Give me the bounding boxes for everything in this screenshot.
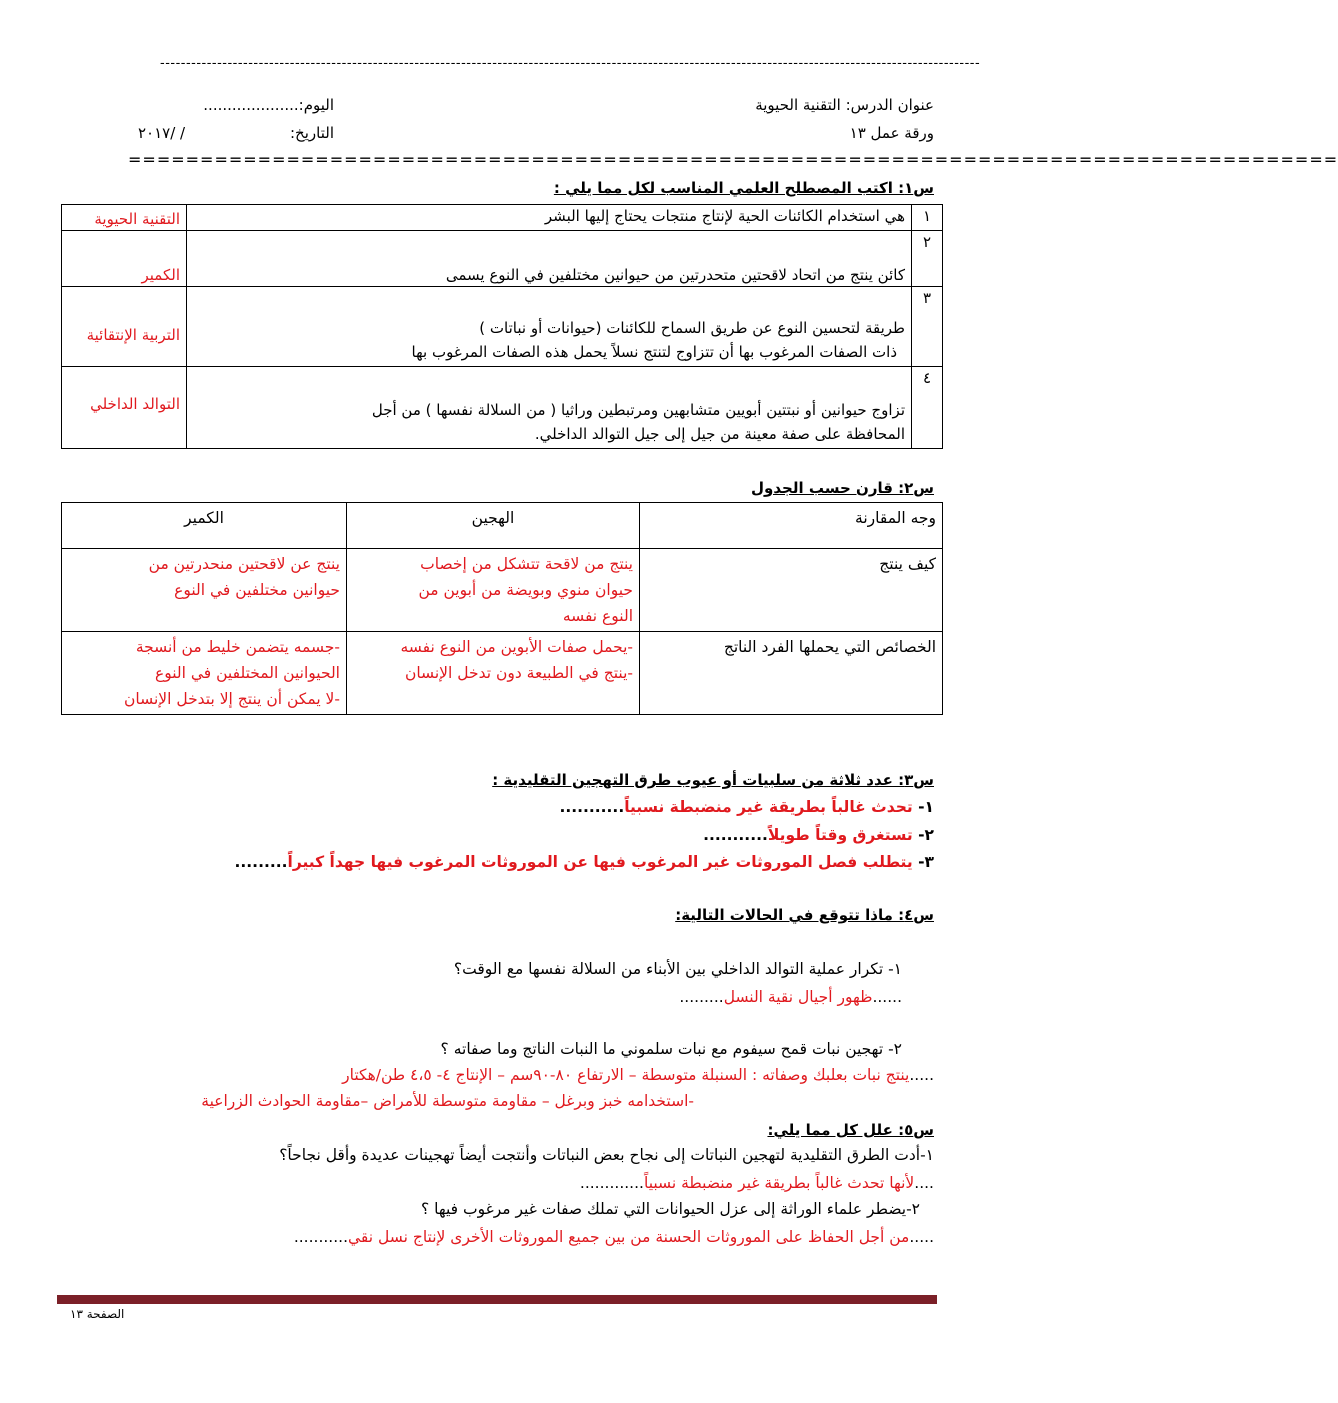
q4-item1-answer-line <box>679 988 902 1006</box>
item-number: ٢- <box>918 826 934 844</box>
chimera-cell <box>62 549 347 632</box>
separator-line: ==================================================================================== <box>128 150 1338 169</box>
dots: ..... <box>909 1066 934 1084</box>
q4-item2-answer-line <box>342 1066 934 1084</box>
date-label: التاريخ: <box>290 124 334 142</box>
dots: ...... <box>872 988 902 1006</box>
cell-line: -ينتج في الطبيعة دون تدخل الإنسان <box>404 664 633 682</box>
hybrid-cell <box>347 632 640 715</box>
q5-item2-answer-line <box>294 1228 934 1246</box>
cell-line: -لا يمكن أن ينتج إلا بتدخل الإنسان <box>124 690 340 708</box>
dots: ..... <box>909 1228 934 1246</box>
definition-cell <box>187 205 912 231</box>
cell-line: النوع نفسه <box>562 607 633 625</box>
answer-cell: التقنية الحيوية <box>62 205 187 231</box>
table-row <box>62 367 943 449</box>
q5-item1-answer: لأنها تحدث غالباً بطريقة غير منضبطة نسبياً <box>643 1174 915 1192</box>
chimera-cell <box>62 632 347 715</box>
aspect-cell <box>640 632 943 715</box>
date-value: / /٢٠١٧ <box>138 124 186 142</box>
table-row <box>62 287 943 367</box>
lesson-title: عنوان الدرس: التقنية الحيوية <box>755 96 934 114</box>
q4-item2-question: ٢- تهجين نبات قمح سيفوم مع نبات سلموني ما النبات الناتج وما صفاته ؟ <box>440 1040 902 1058</box>
q4-item2-answer-1: ينتج نبات بعلبك وصفاته : السنبلة متوسطة – الارتفاع ٨٠-٩٠سم – الإنتاج ٤- ٤،٥ طن/هكتار <box>342 1066 910 1084</box>
list-item <box>235 853 934 871</box>
q5-item1-answer-line <box>580 1174 934 1192</box>
item-number: ١- <box>918 798 934 816</box>
day-field: اليوم:.................... <box>203 96 334 114</box>
question-5-title: س٥: علل كل مما يلي: <box>767 1121 934 1139</box>
cell-line: -يحمل صفات الأبوين من النوع نفسه <box>400 638 633 656</box>
answer-cell: التربية الإنتقائية <box>62 287 187 367</box>
aspect-text: الخصائص التي يحملها الفرد الناتج <box>723 638 936 656</box>
item-answer: يتطلب فصل الموروثات غير المرغوب فيها عن الموروثات المرغوب فيها جهداً كبيراً <box>287 853 913 871</box>
answer-cell: الكمير <box>62 231 187 287</box>
header-chimera: الكمير <box>62 503 347 549</box>
table-row <box>62 205 943 231</box>
definition-cell <box>187 231 912 287</box>
cell-line: ينتج عن لاقحتين منحدرتين من <box>148 555 340 573</box>
list-item <box>559 798 934 816</box>
definition-line: كائن ينتج من اتحاد لاقحتين متحدرتين من حيوانين مختلفين في النوع يسمى <box>445 266 905 284</box>
page-number: الصفحة ١٣ <box>70 1307 125 1321</box>
dots: ........... <box>293 1228 349 1246</box>
q5-item2-answer: من أجل الحفاظ على الموروثات الحسنة من بين جميع الموروثات الأخرى لإنتاج نسل نقي <box>348 1228 910 1246</box>
q4-item1-question: ١- تكرار عملية التوالد الداخلي بين الأبناء من السلالة نفسها مع الوقت؟ <box>453 960 902 978</box>
item-dots: ........... <box>703 826 768 844</box>
footer-bar <box>57 1295 937 1304</box>
q4-item1-answer: ظهور أجيال نقية النسل <box>723 988 873 1006</box>
definition-cell <box>187 287 912 367</box>
row-number: ٤ <box>912 367 943 449</box>
q5-item1-question: ١-أدت الطرق التقليدية لتهجين النباتات إلى نجاح بعض النباتات وأنتجت أيضاً تهجينات عديدة وأقل نجاحاً؟ <box>279 1146 934 1164</box>
worksheet-number: ورقة عمل ١٣ <box>849 124 934 142</box>
question-4-title: س٤: ماذا تتوقع في الحالات التالية: <box>675 906 934 924</box>
comparison-table <box>61 502 943 715</box>
question-1-title: س١: اكتب المصطلح العلمي المناسب لكل مما يلي : <box>553 179 934 197</box>
dots: ............. <box>579 1174 644 1192</box>
aspect-text: كيف ينتج <box>879 555 936 573</box>
cell-line: -جسمه يتضمن خليط من أنسجة <box>135 638 340 656</box>
header-aspect: وجه المقارنة <box>640 503 943 549</box>
table-row <box>62 503 943 549</box>
item-dots: ........... <box>559 798 625 816</box>
dots: .... <box>914 1174 934 1192</box>
header-hybrid: الهجين <box>347 503 640 549</box>
cell-line: حيوان منوي وبويضة من أبوين من <box>418 581 633 599</box>
item-answer: تستغرق وقتاً طويلاً <box>767 826 913 844</box>
cell-line: الحيوانين المختلفين في النوع <box>154 664 340 682</box>
cell-line: ينتج من لاقحة تتشكل من إخصاب <box>420 555 633 573</box>
row-number: ٣ <box>912 287 943 367</box>
top-dash-line: -------------------------------------------------------------------------------------------------------------------------------------------------------------- <box>160 56 981 71</box>
definition-cell <box>187 367 912 449</box>
row-number: ١ <box>912 205 943 231</box>
row-number: ٢ <box>912 231 943 287</box>
q5-item2-question: ٢-يضطر علماء الوراثة إلى عزل الحيوانات التي تملك صفات غير مرغوب فيها ؟ <box>420 1200 920 1218</box>
definition-line: هي استخدام الكائنات الحية لإنتاج منتجات يحتاج إليها البشر <box>544 207 905 225</box>
dots: ......... <box>679 988 724 1006</box>
item-answer: تحدث غالباً بطريقة غير منضبطة نسبياً <box>624 798 913 816</box>
table-row <box>62 549 943 632</box>
definition-line: تزاوج حيوانين أو نبتتين أبويين متشابهين ومرتبطين وراثيا ( من السلالة نفسها ) من أجل <box>371 401 905 419</box>
question-2-title: س٢: قارن حسب الجدول <box>751 479 934 497</box>
definition-line: ذات الصفات المرغوب بها أن تتزاوج لتنتج نسلاً يحمل هذه الصفات المرغوب بها <box>411 343 897 361</box>
table-row <box>62 231 943 287</box>
terms-table <box>61 204 943 449</box>
aspect-cell <box>640 549 943 632</box>
q4-item2-answer-2: -استخدامه خبز وبرغل – مقاومة متوسطة للأمراض –مقاومة الحوادث الزراعية <box>201 1092 694 1110</box>
question-3-title: س٣: عدد ثلاثة من سلبيات أو عيوب طرق التهجين التقليدية : <box>492 771 934 789</box>
table-row <box>62 632 943 715</box>
hybrid-cell <box>347 549 640 632</box>
item-number: ٣- <box>918 853 934 871</box>
item-dots: ......... <box>234 853 288 871</box>
cell-line: حيوانين مختلفين في النوع <box>174 581 340 599</box>
definition-line: طريقة لتحسين النوع عن طريق السماح للكائنات (حيوانات أو نباتات ) <box>479 319 905 337</box>
list-item <box>703 826 934 844</box>
answer-cell: التوالد الداخلي <box>62 367 187 449</box>
definition-line: المحافظة على صفة معينة من جيل إلى جيل التوالد الداخلي. <box>534 425 905 443</box>
